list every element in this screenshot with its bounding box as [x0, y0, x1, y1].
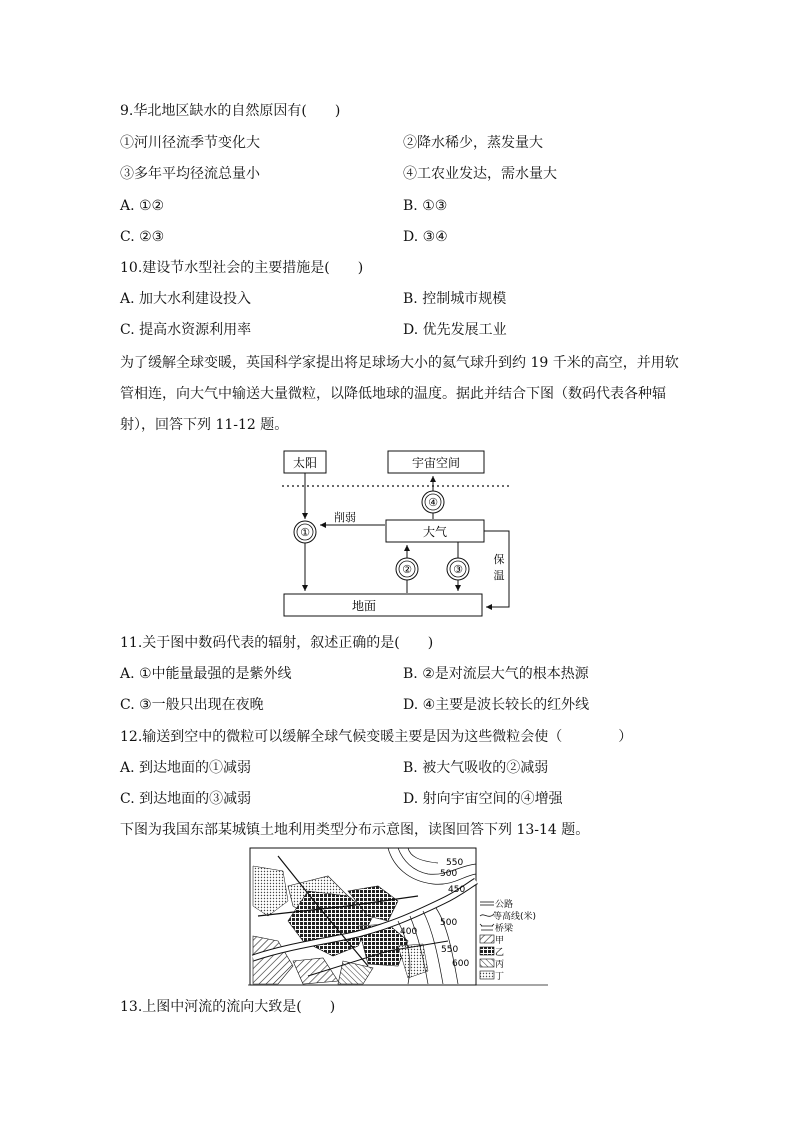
q10-option-d: D. 优先发展工业: [403, 322, 507, 338]
sun-label: 太阳: [292, 456, 318, 470]
land-use-map: [248, 846, 550, 988]
radiation-2-label: ②: [402, 563, 412, 576]
passage1-line2: 管相连，向大气中输送大量微粒，以降低地球的温度。据此并结合下图（数码代表各种辐: [120, 386, 666, 402]
q9-option-c: C. ②③: [120, 229, 165, 245]
radiation-1-label: ①: [300, 526, 310, 539]
contour-label-2: 500: [440, 869, 458, 879]
legend-road: 公路: [495, 900, 514, 910]
q9-item-1: ①河川径流季节变化大: [120, 135, 260, 151]
contour-label-3: 450: [448, 885, 466, 895]
contour-label-1: 550: [446, 858, 464, 868]
contour-label-4: 400: [400, 927, 418, 937]
q10-option-b: B. 控制城市规模: [403, 291, 507, 307]
q12-option-c: C. 到达地面的③减弱: [120, 791, 252, 807]
ground-label: 地面: [351, 599, 377, 613]
q9-item-2: ②降水稀少，蒸发量大: [403, 135, 543, 151]
q10-option-a: A. 加大水利建设投入: [120, 291, 252, 307]
q10-stem: 10.建设节水型社会的主要措施是( ): [120, 260, 364, 276]
q11-option-b: B. ②是对流层大气的根本热源: [403, 666, 589, 682]
passage2: 下图为我国东部某城镇土地利用类型分布示意图，读图回答下列 13-14 题。: [120, 822, 590, 838]
contour-label-5: 500: [440, 918, 458, 928]
q13-stem: 13.上图中河流的流向大致是( ): [120, 999, 336, 1015]
radiation-4-label: ④: [428, 496, 438, 509]
contour-label-7: 600: [452, 959, 470, 969]
passage1-line3: 射），回答下列 11-12 题。: [120, 417, 289, 433]
q9-option-b: B. ①③: [403, 198, 448, 214]
ground-box: [284, 594, 482, 616]
q9-option-a: A. ①②: [120, 198, 165, 214]
atmosphere-label: 大气: [422, 525, 448, 539]
q11-stem: 11.关于图中数码代表的辐射，叙述正确的是( ): [120, 635, 434, 651]
q11-option-c: C. ③一般只出现在夜晚: [120, 697, 264, 713]
radiation-3-label: ③: [453, 563, 463, 576]
q11-option-a: A. ①中能量最强的是紫外线: [120, 666, 292, 682]
q12-stem: 12.输送到空中的微粒可以缓解全球气候变暖主要是因为这些微粒会使（ ）: [120, 729, 633, 745]
legend-yi: 乙: [495, 948, 505, 958]
q10-option-c: C. 提高水资源利用率: [120, 322, 252, 338]
insulate-label-2: 温: [493, 569, 505, 582]
q9-item-3: ③多年平均径流总量小: [120, 166, 260, 182]
q12-option-a: A. 到达地面的①减弱: [120, 760, 252, 776]
weaken-label: 削弱: [334, 511, 356, 524]
q9-item-4: ④工农业发达，需水量大: [403, 166, 557, 182]
q9-stem: 9.华北地区缺水的自然原因有( ): [120, 103, 341, 119]
passage1-line1: 为了缓解全球变暖，英国科学家提出将足球场大小的氦气球升到约 19 千米的高空，并用软: [120, 355, 679, 371]
q12-option-b: B. 被大气吸收的②减弱: [403, 760, 549, 776]
legend-jia: 甲: [495, 936, 505, 946]
contour-label-6: 550: [441, 945, 459, 955]
legend-contour: 等高线(米): [493, 912, 537, 922]
q11-option-d: D. ④主要是波长较长的红外线: [403, 697, 590, 713]
radiation-diagram: [280, 445, 520, 620]
insulate-label-1: 保: [493, 553, 505, 566]
legend-bridge: 桥梁: [495, 924, 514, 934]
map-legend: [480, 898, 536, 982]
legend-bing: 丙: [495, 960, 505, 970]
q9-option-d: D. ③④: [403, 229, 448, 245]
legend-ding: 丁: [495, 972, 505, 982]
space-label: 宇宙空间: [411, 456, 461, 470]
q12-option-d: D. 射向宇宙空间的④增强: [403, 791, 563, 807]
